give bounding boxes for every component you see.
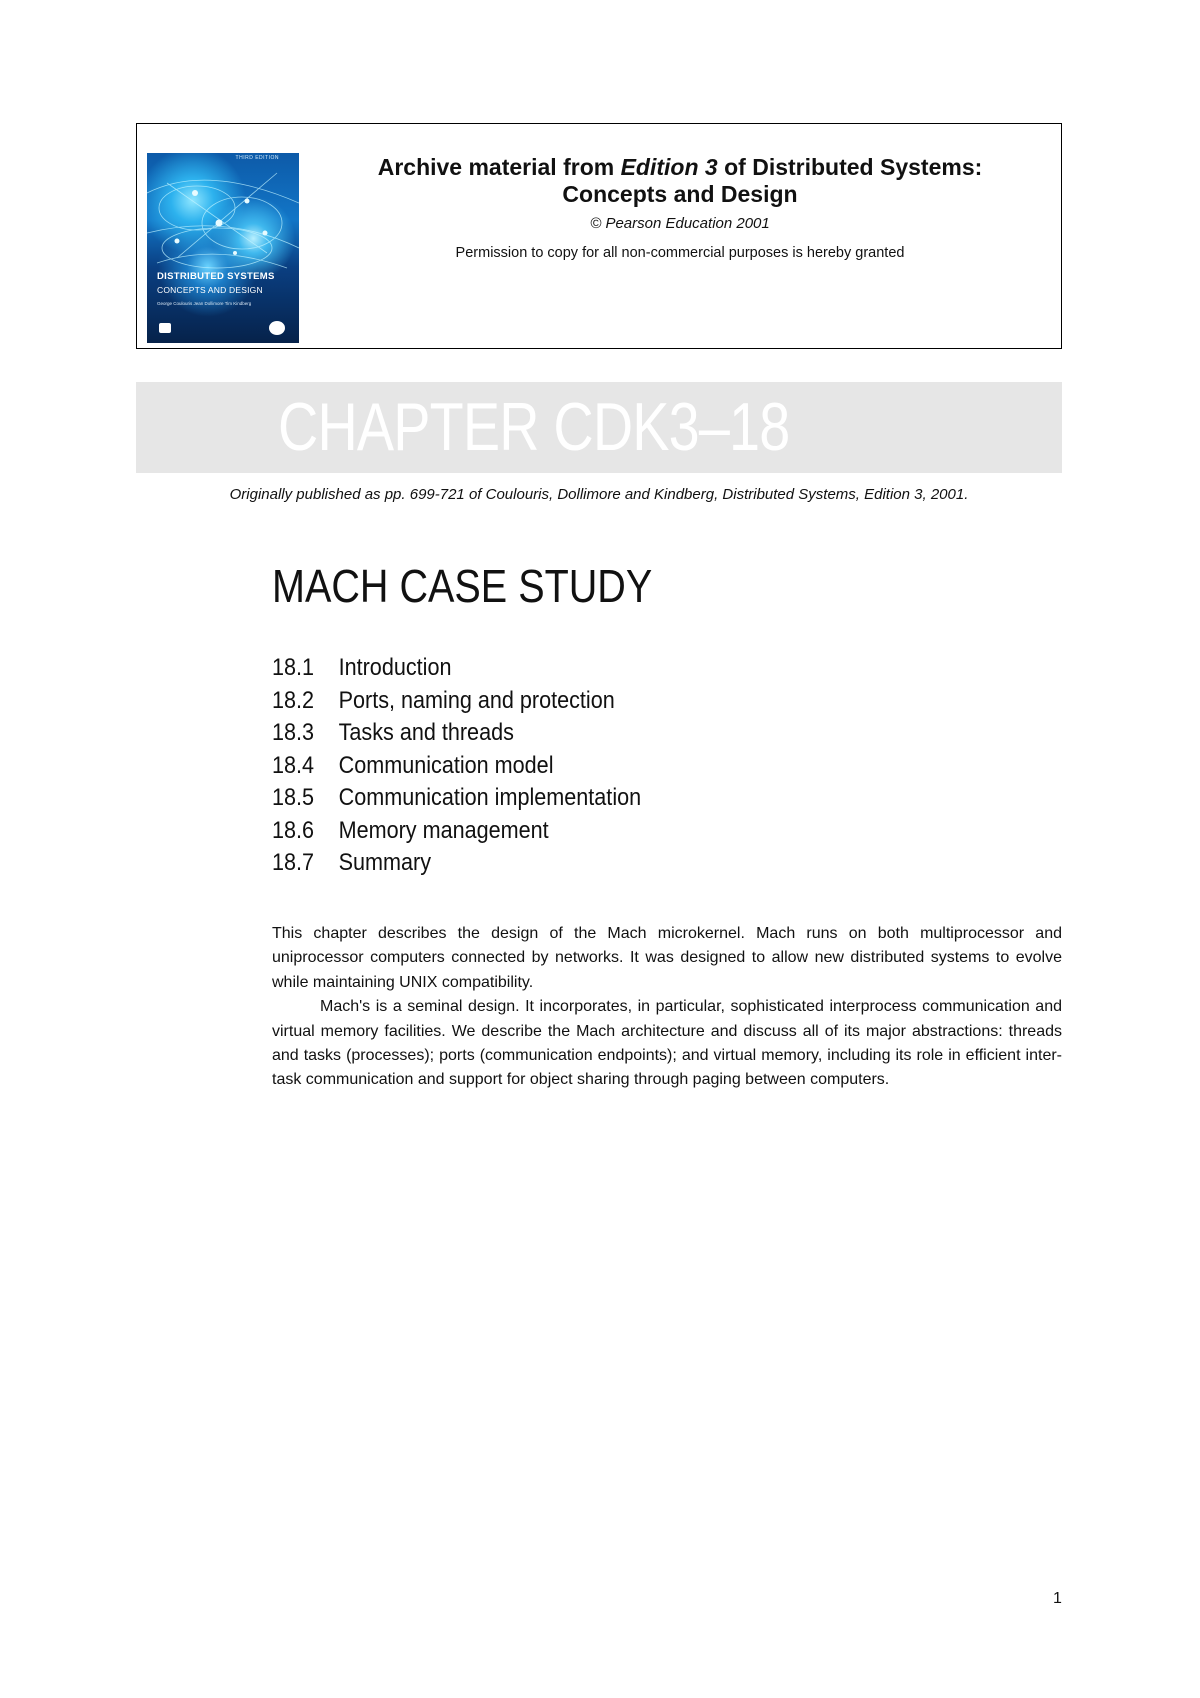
cover-subtitle: CONCEPTS AND DESIGN	[157, 285, 263, 295]
chapter-introduction	[272, 922, 1062, 1093]
toc-item	[272, 847, 902, 880]
toc-item	[272, 652, 902, 685]
toc-item-number: 18.3	[272, 719, 315, 746]
toc-item-label: Introduction	[338, 654, 452, 681]
toc-item-label: Summary	[338, 849, 432, 876]
toc-item	[272, 782, 902, 815]
archive-heading-suffix: of Distributed Systems:	[717, 154, 983, 180]
imprint-logo-icon	[269, 321, 285, 335]
cover-network-graphic	[147, 153, 299, 343]
cover-authors: George Coulouris Jean Dollimore Tim Kindberg	[157, 301, 252, 306]
original-publication-note: Originally published as pp. 699-721 of Coulouris, Dollimore and Kindberg, Distributed Systems, Edition 3, 2001.	[229, 486, 969, 503]
archive-heading-edition: Edition 3	[620, 154, 718, 180]
cover-title: DISTRIBUTED SYSTEMS	[157, 271, 275, 282]
toc-item-number: 18.2	[272, 686, 315, 714]
toc-item-number: 18.7	[272, 849, 315, 876]
page-number: 1	[1053, 1590, 1062, 1607]
intro-paragraph-1: This chapter describes the design of the Mach microkernel. Mach runs on both multiprocessor and uniprocessor computers connected by networks. It was designed to allow new distributed systems to evolve while maintaining UNIX compatibility.	[272, 925, 1062, 991]
toc-item	[272, 815, 902, 848]
archive-heading-prefix: Archive material from	[377, 154, 621, 180]
archive-notice-box	[136, 123, 1062, 349]
toc-item	[272, 750, 902, 783]
toc-item-label: Ports, naming and protection	[338, 686, 615, 714]
publisher-logo-icon	[159, 323, 171, 333]
toc-item-number: 18.5	[272, 784, 315, 811]
cover-edition-label: THIRD EDITION	[235, 155, 279, 161]
toc-item-number: 18.4	[272, 751, 315, 779]
table-of-contents	[272, 652, 972, 880]
intro-paragraph-2: Mach's is a seminal design. It incorporates, in particular, sophisticated interprocess communication and virtual memory facilities. We describe the Mach architecture and discuss all of its major abstractions: threads and tasks (processes); ports (communication endpoints); and virtual memory, including its role in efficient inter-task communication and support for object sharing through paging between computers.	[272, 998, 1062, 1089]
toc-item-label: Memory management	[338, 816, 549, 844]
toc-item-label: Communication model	[338, 751, 554, 779]
toc-item-label: Communication implementation	[338, 784, 642, 811]
archive-heading	[307, 154, 1053, 208]
book-cover-image	[147, 153, 299, 343]
toc-item-number: 18.1	[272, 654, 315, 681]
chapter-title: CHAPTER CDK3–18	[278, 389, 790, 465]
toc-item-number: 18.6	[272, 816, 315, 844]
permission-notice: Permission to copy for all non-commercial purposes is hereby granted	[455, 245, 905, 261]
archive-heading-line2: Concepts and Design	[562, 181, 798, 207]
copyright-notice: © Pearson Education 2001	[590, 215, 770, 232]
chapter-banner	[136, 382, 1062, 473]
case-study-title: MACH CASE STUDY	[272, 560, 653, 612]
toc-item	[272, 685, 902, 718]
toc-item-label: Tasks and threads	[338, 719, 514, 746]
toc-item	[272, 717, 902, 750]
